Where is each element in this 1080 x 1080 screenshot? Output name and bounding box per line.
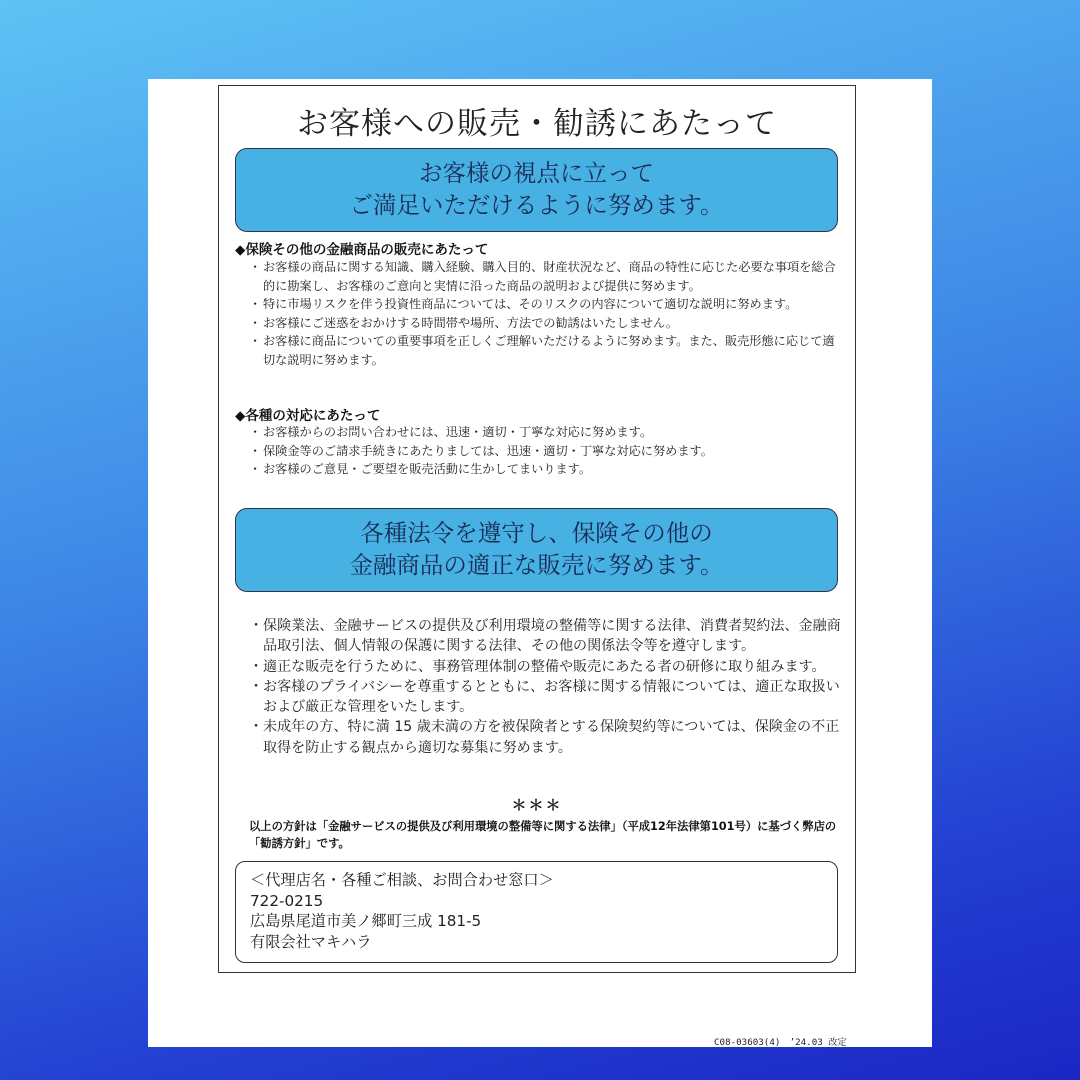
- banner-line: 金融商品の適正な販売に努めます。: [349, 551, 724, 579]
- section-heading-response: ◆各種の対応にあたって: [235, 408, 381, 424]
- contact-phone: 722-0215: [250, 891, 324, 910]
- banner-legal-compliance: [235, 508, 838, 592]
- list-item: ・ お客様の商品に関する知識、購入経験、購入目的、財産状況など、商品の特性に応じた必要な事項を総合的に勘案し、お客様のご意向と実情に沿った商品の説明および提供に努めます。: [249, 260, 836, 293]
- contact-address: 広島県尾道市美ノ郷町三成 181-5: [250, 912, 482, 930]
- list-item: ・ 未成年の方、特に満 15 歳未満の方を被保険者とする保険契約等については、保険金の不正取得を防止する観点から適切な募集に努めます。: [249, 719, 840, 756]
- form-code: C08-03603(4) ’24.03 改定: [714, 1037, 847, 1048]
- contact-box: [235, 861, 838, 963]
- list-item: ・ お客様からのお問い合わせには、迅速・適切・丁寧な対応に努めます。: [249, 425, 653, 439]
- section-heading-sales: ◆保険その他の金融商品の販売にあたって: [235, 242, 489, 258]
- list-item: ・ 保険金等のご請求手続きにあたりましては、迅速・適切・丁寧な対応に努めます。: [249, 443, 713, 458]
- list-item: ・ 適正な販売を行うために、事務管理体制の整備や販売にあたる者の研修に取り組みます。: [249, 658, 826, 675]
- contact-company: 有限会社マキハラ: [250, 932, 372, 951]
- banner-line: ご満足いただけるように努めます。: [349, 191, 724, 219]
- response-policy-list: [249, 423, 845, 479]
- list-item: ・ お客様にご迷惑をおかけする時間帯や場所、方法での勧誘はいたしません。: [249, 315, 679, 330]
- list-item: ・ 特に市場リスクを伴う投資性商品については、そのリスクの内容について適切な説明に努めます。: [249, 297, 798, 311]
- list-item: ・ お客様に商品についての重要事項を正しくご理解いただけるように努めます。また、販売形態に応じて適切な説明に努めます。: [249, 334, 835, 367]
- banner-line: お客様の視点に立って: [419, 159, 654, 188]
- separator-stars: ＊＊＊: [511, 796, 563, 814]
- banner-customer-perspective: [235, 148, 838, 232]
- contact-heading: ＜代理店名・各種ご相談、お問合わせ窓口＞: [250, 871, 554, 889]
- closing-statement: 以上の方針は「金融サービスの提供及び利用環境の整備等に関する法律」（平成12年法律第101号）に基づく弊店の「勧誘方針」です。: [249, 820, 837, 850]
- policy-frame: [218, 85, 856, 973]
- banner-line: 各種法令を遵守し、保険その他の: [360, 519, 713, 548]
- compliance-list: [249, 616, 849, 758]
- list-item: ・ お客様のプライバシーを尊重するとともに、お客様に関する情報については、適正な取扱いおよび厳正な管理をいたします。: [249, 678, 840, 716]
- list-item: ・ お客様のご意見・ご要望を販売活動に生かしてまいります。: [249, 462, 592, 476]
- document-sheet: [148, 79, 932, 1047]
- list-item: ・ 保険業法、金融サービスの提供及び利用環境の整備等に関する法律、消費者契約法、金融商品取引法、個人情報の保護に関する法律、その他の関係法令等を遵守します。: [249, 618, 841, 655]
- sales-policy-list: [249, 258, 845, 369]
- page-title: お客様への販売・勧誘にあたって: [297, 106, 777, 142]
